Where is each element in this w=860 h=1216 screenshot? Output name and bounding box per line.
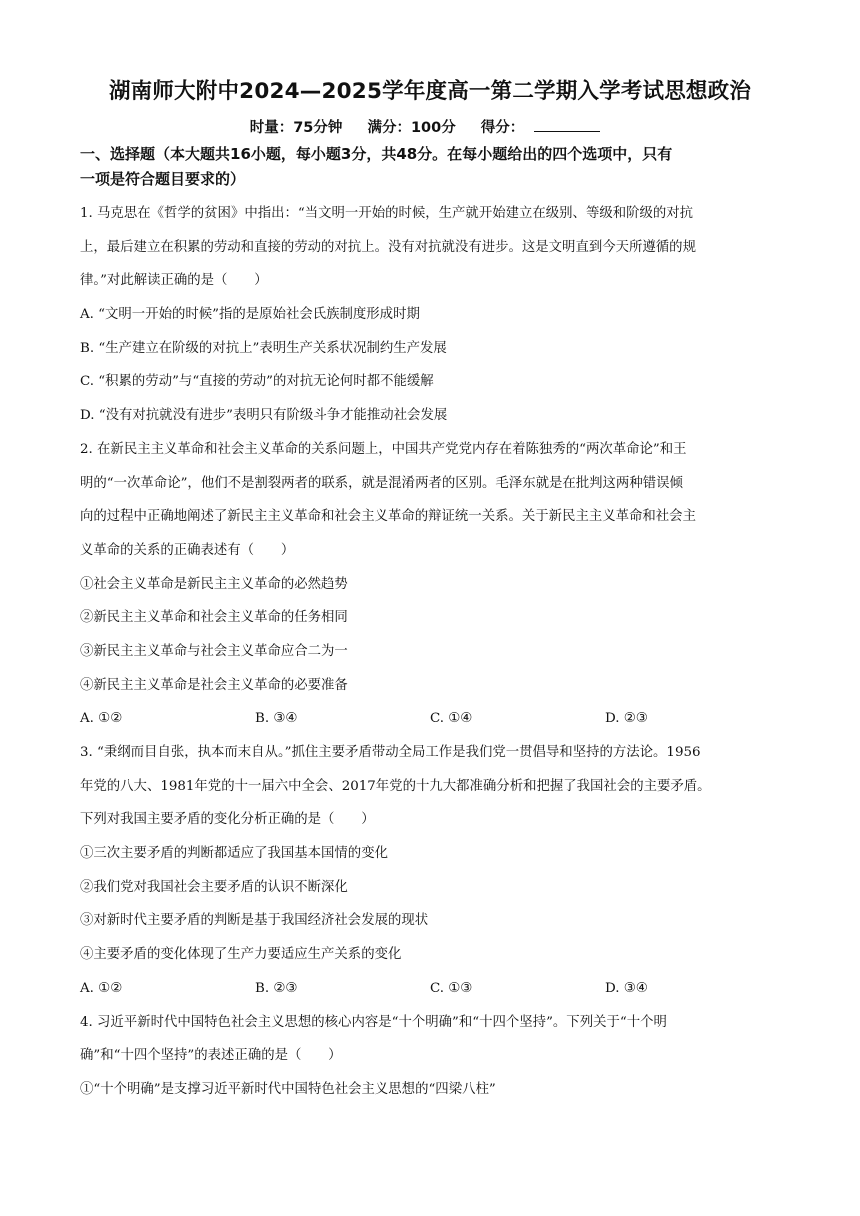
question-stem-line: 3. “秉纲而目自张，执本而末自从。”抓住主要矛盾带动全局工作是我们党一贯倡导和坚持的方法论。1956 — [80, 745, 701, 760]
question-4 — [80, 1006, 785, 1107]
answer-options — [80, 702, 785, 736]
statement-1: ①“十个明确”是支撑习近平新时代中国特色社会主义思想的“四梁八柱” — [80, 1081, 496, 1097]
option-c: C. ①④ — [430, 711, 473, 727]
option-d: D. ②③ — [605, 711, 648, 727]
question-stem-line: 2. 在新民主主义革命和社会主义革命的关系问题上，中国共产党党内存在着陈独秀的“两次革命论”和王 — [80, 441, 687, 457]
option-c: C. ①③ — [430, 980, 473, 996]
exam-meta — [0, 116, 860, 137]
option-d: D. ③④ — [605, 980, 648, 996]
question-list — [80, 197, 785, 1107]
question-stem-line: 下列对我国主要矛盾的变化分析正确的是（ ） — [80, 812, 375, 828]
choice-b: B. “生产建立在阶级的对抗上”表明生产关系状况制约生产发展 — [80, 340, 447, 356]
exam-title: 湖南师大附中2024—2025学年度高一第二学期入学考试思想政治 — [108, 79, 752, 104]
option-a: A. ①② — [80, 711, 123, 727]
option-b: B. ②③ — [255, 980, 298, 996]
question-3 — [80, 736, 785, 1006]
choice-c: C. “积累的劳动”与“直接的劳动”的对抗无论何时都不能缓解 — [80, 374, 434, 390]
question-stem-line: 确”和“十四个坚持”的表述正确的是（ ） — [80, 1048, 342, 1064]
section-heading-line: 一项是符合题目要求的） — [80, 170, 246, 188]
statement-3: ③新民主主义革命与社会主义革命应合二为一 — [80, 643, 348, 659]
statement-4: ④新民主主义革命是社会主义革命的必要准备 — [80, 677, 348, 693]
question-stem-line: 年党的八大、1981年党的十一届六中全会、2017年党的十九大都准确分析和把握了我国社会的主要矛盾。 — [80, 778, 711, 794]
section-heading-line: 一、选择题（本大题共16小题，每小题3分，共48分。在每小题给出的四个选项中，只有 — [80, 145, 673, 163]
time-limit: 时量：75分钟 — [249, 120, 343, 136]
statement-1: ①社会主义革命是新民主主义革命的必然趋势 — [80, 576, 348, 592]
statement-3: ③对新时代主要矛盾的判断是基于我国经济社会发展的现状 — [80, 913, 429, 929]
full-score: 满分：100分 — [367, 120, 456, 136]
question-stem-line: 上，最后建立在积累的劳动和直接的劳动的对抗上。没有对抗就没有进步。这是文明直到今天所遵循的规 — [80, 239, 696, 255]
choice-d: D. “没有对抗就没有进步”表明只有阶级斗争才能推动社会发展 — [80, 408, 448, 424]
question-1 — [80, 197, 785, 433]
statement-1: ①三次主要矛盾的判断都适应了我国基本国情的变化 — [80, 846, 388, 862]
statement-2: ②我们党对我国社会主要矛盾的认识不断深化 — [80, 879, 348, 895]
question-stem-line: 4. 习近平新时代中国特色社会主义思想的核心内容是“十个明确”和“十四个坚持”。下列关于“十个明 — [80, 1014, 667, 1030]
question-stem-line: 向的过程中正确地阐述了新民主主义革命和社会主义革命的辩证统一关系。关于新民主主义革命和社会主 — [80, 509, 696, 525]
section-heading — [80, 142, 780, 192]
score-blank-line — [534, 119, 600, 132]
question-stem-line: 明的“一次革命论”，他们不是割裂两者的联系，就是混淆两者的区别。毛泽东就是在批判这两种错误倾 — [80, 475, 683, 491]
option-a: A. ①② — [80, 980, 123, 996]
statement-2: ②新民主主义革命和社会主义革命的任务相同 — [80, 610, 348, 626]
statement-4: ④主要矛盾的变化体现了生产力要适应生产关系的变化 — [80, 947, 402, 963]
question-stem-line: 义革命的关系的正确表述有（ ） — [80, 542, 295, 558]
score-label: 得分： — [480, 120, 525, 136]
option-b: B. ③④ — [255, 711, 298, 727]
question-stem-line: 1. 马克思在《哲学的贫困》中指出：“当文明一开始的时候，生产就开始建立在级别、等级和阶级的对抗 — [80, 206, 694, 221]
score-field — [481, 120, 611, 136]
choice-a: A. “文明一开始的时候”指的是原始社会氏族制度形成时期 — [80, 307, 420, 323]
answer-options — [80, 972, 785, 1006]
question-2 — [80, 433, 785, 736]
question-stem-line: 律。”对此解读正确的是（ ） — [80, 273, 268, 289]
